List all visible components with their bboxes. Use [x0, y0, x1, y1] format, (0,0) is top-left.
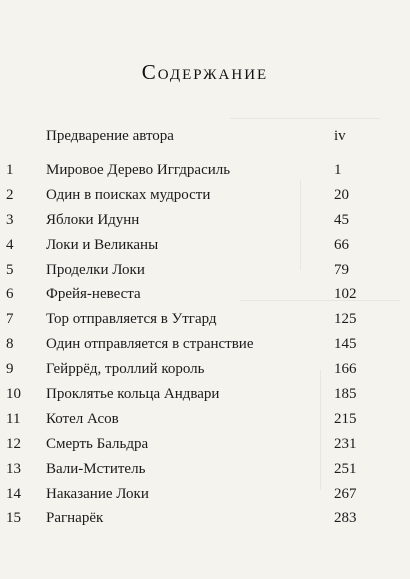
- chapter-number: 6: [6, 286, 14, 303]
- toc-row: [0, 359, 410, 384]
- preface-page: iv: [334, 128, 346, 144]
- chapter-number: 14: [6, 485, 21, 502]
- toc-row: [0, 260, 410, 285]
- chapter-title: Рагнарёк: [46, 510, 104, 527]
- chapter-page: 251: [334, 460, 357, 477]
- toc-row: [0, 334, 410, 359]
- toc-row: [0, 484, 410, 509]
- chapter-page: 20: [334, 186, 349, 203]
- chapter-title: Проделки Локи: [46, 261, 145, 278]
- chapter-number: 4: [6, 236, 14, 253]
- chapter-page: 45: [334, 211, 349, 228]
- chapter-page: 79: [334, 261, 349, 278]
- chapter-number: 13: [6, 460, 21, 477]
- toc-row: [0, 409, 410, 434]
- chapter-page: 166: [334, 361, 357, 378]
- toc-row: [0, 508, 410, 533]
- toc-row: [0, 160, 410, 185]
- toc-row: [0, 235, 410, 260]
- bleed-through-line: [230, 118, 380, 119]
- chapter-number: 12: [6, 435, 21, 452]
- chapter-page: 145: [334, 336, 357, 353]
- chapter-page: 66: [334, 236, 349, 253]
- chapter-number: 2: [6, 186, 14, 203]
- chapter-page: 231: [334, 435, 357, 452]
- chapter-title: Котел Асов: [46, 410, 119, 427]
- toc-row: [0, 185, 410, 210]
- toc-row: [0, 210, 410, 235]
- chapter-title: Один отправляется в странствие: [46, 336, 254, 353]
- chapter-page: 267: [334, 485, 357, 502]
- chapter-title: Гейррёд, троллий король: [46, 361, 205, 378]
- chapter-page: 125: [334, 311, 357, 328]
- toc-row: [0, 459, 410, 484]
- toc-row: [0, 284, 410, 309]
- chapter-title: Проклятье кольца Андвари: [46, 386, 220, 403]
- chapter-title: Смерть Бальдра: [46, 435, 149, 452]
- toc-row: [0, 384, 410, 409]
- chapter-page: 283: [334, 510, 357, 527]
- chapter-title: Один в поисках мудрости: [46, 186, 211, 203]
- chapter-number: 8: [6, 336, 14, 353]
- toc-row: [0, 309, 410, 334]
- chapter-number: 3: [6, 211, 14, 228]
- chapter-title: Наказание Локи: [46, 485, 149, 502]
- table-of-contents: [0, 160, 410, 533]
- chapter-number: 10: [6, 386, 21, 403]
- chapter-page: 185: [334, 386, 357, 403]
- chapter-number: 11: [6, 410, 21, 427]
- chapter-number: 15: [6, 510, 21, 527]
- chapter-title: Яблоки Идунн: [46, 211, 140, 228]
- toc-row: [0, 434, 410, 459]
- chapter-number: 5: [6, 261, 14, 278]
- chapter-page: 102: [334, 286, 357, 303]
- chapter-title: Фрейя-невеста: [46, 286, 141, 303]
- chapter-title: Мировое Дерево Иггдрасиль: [46, 162, 231, 178]
- chapter-number: 7: [6, 311, 14, 328]
- chapter-title: Вали-Мститель: [46, 460, 146, 477]
- chapter-number: 9: [6, 361, 14, 378]
- toc-preface-row: [46, 126, 390, 146]
- chapter-page: 215: [334, 410, 357, 427]
- page-title: Содержание: [141, 60, 269, 84]
- chapter-title: Локи и Великаны: [46, 236, 159, 253]
- chapter-page: 1: [334, 162, 342, 178]
- chapter-title: Тор отправляется в Утгард: [46, 311, 217, 328]
- chapter-number: 1: [6, 162, 14, 178]
- preface-label: Предварение автора: [46, 128, 174, 144]
